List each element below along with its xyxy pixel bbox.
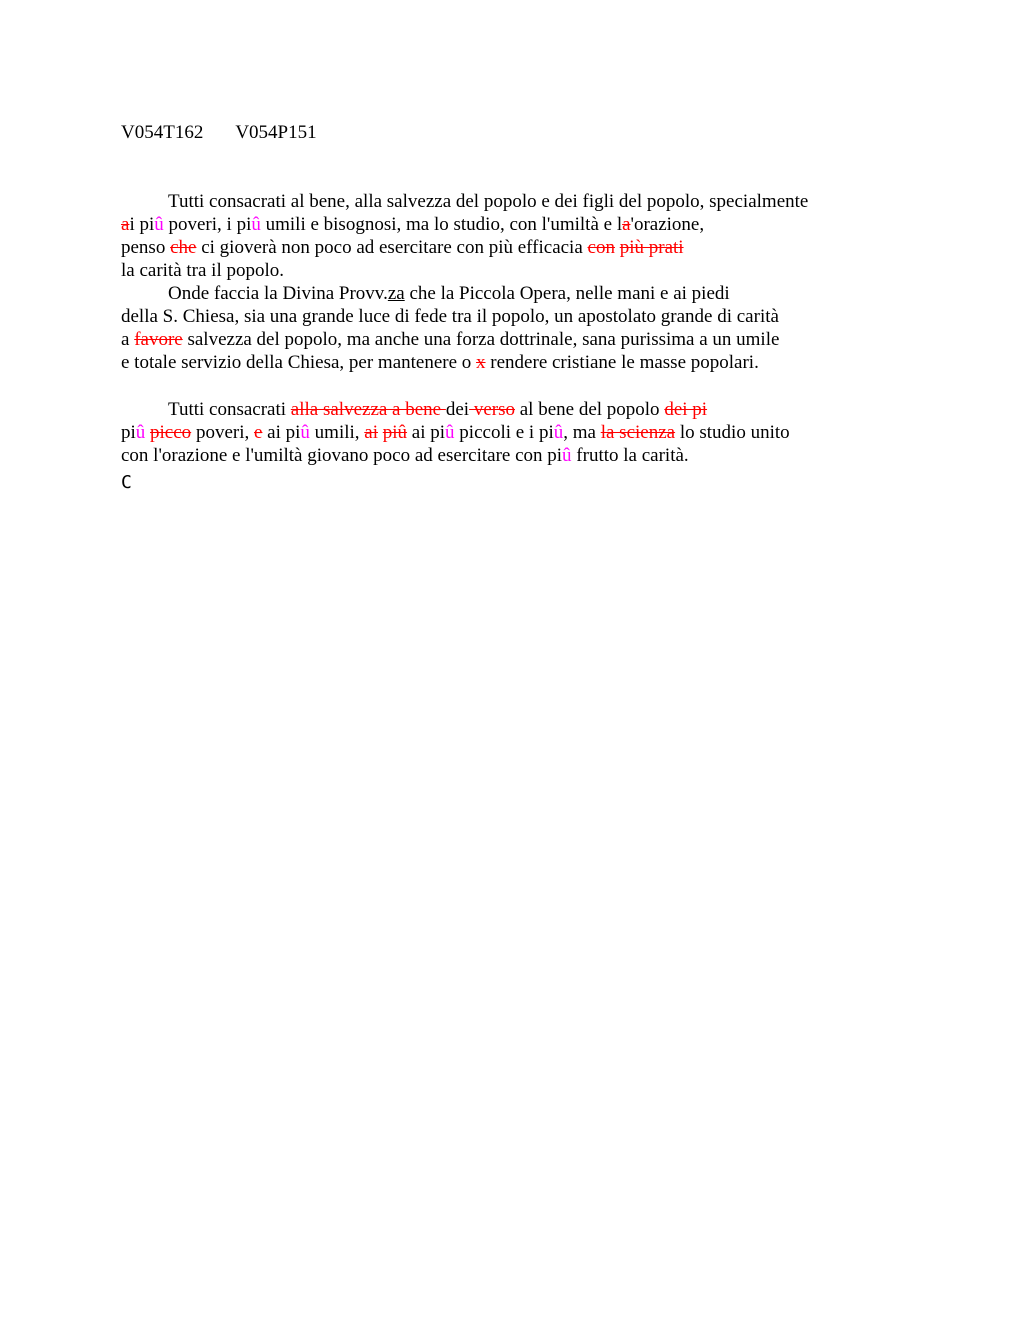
text-run: pi bbox=[121, 422, 136, 443]
deleted-text: che bbox=[170, 237, 197, 258]
corrected-accent: û bbox=[135, 422, 146, 443]
text-run: penso bbox=[121, 237, 171, 258]
text-run: ai pi bbox=[407, 422, 446, 443]
text-line: Tutti consacrati al bene, alla salvezza del popolo e dei figli del popolo, specialmente bbox=[168, 191, 809, 212]
document-header bbox=[121, 121, 317, 145]
text-line bbox=[121, 444, 790, 467]
text-run: Tutti consacrati bbox=[168, 399, 291, 420]
text-line bbox=[121, 421, 790, 444]
text-run: ai pi bbox=[262, 422, 301, 443]
deleted-text: x bbox=[476, 352, 486, 373]
paragraph-block-2 bbox=[121, 398, 790, 467]
text-run: al bene del popolo bbox=[514, 399, 665, 420]
text-run: dei bbox=[445, 399, 470, 420]
text-line bbox=[121, 328, 808, 351]
text-run: che la Piccola Opera, nelle mani e ai piedi bbox=[404, 283, 730, 304]
text-line bbox=[121, 213, 808, 236]
deleted-text: la scienza bbox=[600, 422, 676, 443]
text-line: della S. Chiesa, sia una grande luce di fede tra il popolo, un apostolato grande di carità bbox=[121, 306, 779, 327]
text-line bbox=[121, 351, 808, 374]
deleted-text: ai bbox=[364, 422, 379, 443]
document-code-left: V054T162 bbox=[121, 122, 204, 143]
deleted-text: favore bbox=[134, 329, 183, 350]
text-run: rendere cristiane le masse popolari. bbox=[485, 352, 759, 373]
text-run: piccoli e i pi bbox=[454, 422, 554, 443]
text-run: frutto la carità. bbox=[571, 445, 689, 466]
deleted-text: picco bbox=[150, 422, 192, 443]
text-run: salvezza del popolo, ma anche una forza dottrinale, sana purissima a un umile bbox=[182, 329, 780, 350]
deleted-text: più prati bbox=[619, 237, 684, 258]
deleted-text: e bbox=[253, 422, 263, 443]
text-line bbox=[121, 236, 808, 259]
underlined-text: za bbox=[387, 283, 405, 304]
text-line bbox=[121, 282, 808, 305]
corrected-accent: û bbox=[562, 445, 572, 466]
corrected-accent: û bbox=[154, 214, 164, 235]
corrected-accent: û bbox=[251, 214, 261, 235]
text-run: con l'orazione e l'umiltà giovano poco ad esercitare con pi bbox=[121, 445, 563, 466]
deleted-text: con bbox=[587, 237, 615, 258]
deleted-text: dei pi bbox=[664, 399, 708, 420]
text-run: poveri, bbox=[191, 422, 254, 443]
text-run: lo studio unito bbox=[675, 422, 790, 443]
text-run: e totale servizio della Chiesa, per mantenere o bbox=[121, 352, 477, 373]
text-run: poveri, i pi bbox=[163, 214, 252, 235]
text-line bbox=[121, 398, 790, 421]
text-run: umili, bbox=[309, 422, 365, 443]
deleted-text: piû bbox=[382, 422, 408, 443]
corrected-accent: û bbox=[300, 422, 310, 443]
paragraph-block-1 bbox=[121, 190, 808, 374]
text-line: la carità tra il popolo. bbox=[121, 260, 285, 281]
deleted-text: alla salvezza a bene bbox=[290, 399, 446, 420]
text-run: Onde faccia la Divina Provv. bbox=[168, 283, 388, 304]
deleted-text: verso bbox=[469, 399, 515, 420]
deleted-text: a bbox=[121, 214, 130, 235]
document-code-right: V054P151 bbox=[235, 122, 317, 143]
corrected-accent: û bbox=[445, 422, 455, 443]
text-run: a bbox=[121, 329, 135, 350]
text-run: i pi bbox=[129, 214, 155, 235]
text-run: 'orazione, bbox=[630, 214, 705, 235]
text-run: , ma bbox=[563, 422, 601, 443]
corrected-accent: û bbox=[553, 422, 564, 443]
text-run: ci gioverà non poco ad esercitare con più efficacia bbox=[196, 237, 588, 258]
deleted-text: a bbox=[622, 214, 631, 235]
text-run: umili e bisognosi, ma lo studio, con l'umiltà e l bbox=[260, 214, 623, 235]
end-mark: C bbox=[121, 472, 132, 493]
